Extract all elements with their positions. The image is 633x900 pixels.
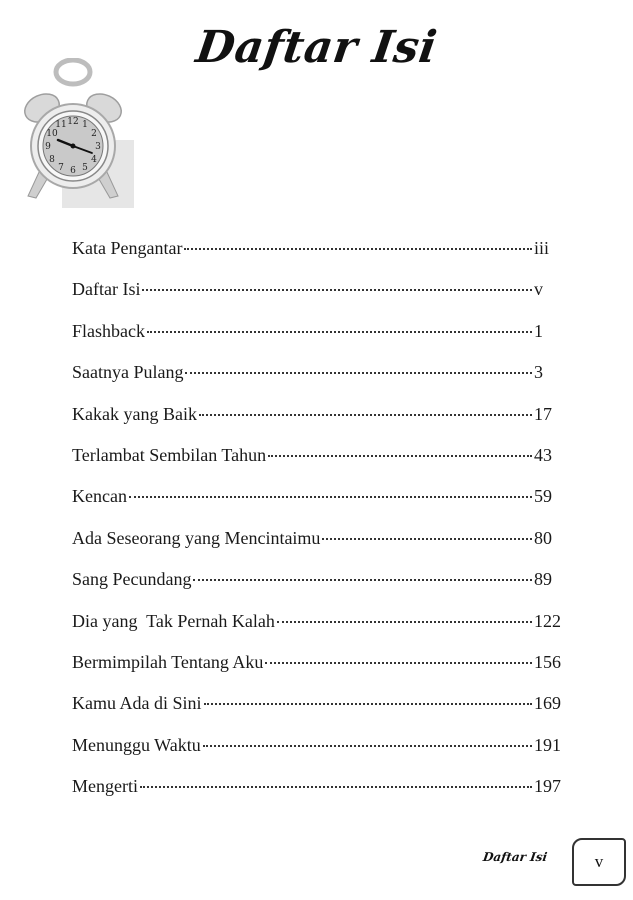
- dial-number: 4: [91, 155, 97, 165]
- dot-leader: [322, 538, 532, 540]
- toc-entry: [72, 652, 572, 693]
- dot-leader: [185, 372, 532, 374]
- dial-number: 11: [55, 120, 67, 130]
- dial-number: 6: [70, 166, 76, 176]
- toc-entry-page: 17: [534, 403, 552, 424]
- dot-leader: [277, 621, 532, 623]
- dial-number: 2: [91, 129, 97, 139]
- toc-entry-page: 3: [534, 362, 543, 383]
- toc-entry-title: Flashback: [72, 320, 145, 341]
- toc-entry-title: Bermimpilah Tentang Aku: [72, 651, 264, 672]
- dot-leader: [265, 662, 532, 664]
- toc-entry-page: 1: [534, 320, 543, 341]
- toc-entry-title: Saatnya Pulang: [72, 362, 184, 383]
- toc-entry: [72, 776, 572, 817]
- page-title: Daftar Isi: [192, 22, 441, 73]
- dot-leader: [140, 786, 532, 788]
- toc-entry-page: 89: [534, 569, 552, 590]
- toc-entry-page: 59: [534, 486, 552, 507]
- dial-number: 5: [82, 163, 88, 173]
- dial-number: 7: [58, 163, 64, 173]
- dial-number: 3: [95, 142, 101, 152]
- dot-leader: [199, 414, 532, 416]
- toc-entry-page: 80: [534, 527, 552, 548]
- toc-entry-title: Kakak yang Baik: [72, 403, 197, 424]
- dot-leader: [142, 289, 532, 291]
- toc-entry-title: Mengerti: [72, 776, 138, 797]
- toc-entry-title: Ada Seseorang yang Mencintaimu: [72, 527, 321, 548]
- toc-entry: [72, 445, 572, 486]
- toc-entry: [72, 611, 572, 652]
- dial-number: 9: [45, 142, 51, 152]
- dial-number: 8: [49, 155, 55, 165]
- dial-number: 12: [67, 117, 79, 127]
- toc-entry: [72, 362, 572, 403]
- dot-leader: [193, 579, 532, 581]
- toc-entry: [72, 238, 572, 279]
- toc-entry: [72, 279, 572, 320]
- dot-leader: [203, 745, 532, 747]
- toc-entry-title: Daftar Isi: [72, 279, 141, 300]
- dot-leader: [184, 248, 532, 250]
- toc-entry-page: 156: [534, 651, 561, 672]
- toc-entry-page: 197: [534, 776, 561, 797]
- toc-entry-title: Dia yang Tak Pernah Kalah: [72, 610, 275, 631]
- dot-leader: [147, 331, 532, 333]
- page-number: v: [572, 838, 626, 886]
- toc-entry: [72, 404, 572, 445]
- toc-entry-page: iii: [534, 238, 550, 258]
- toc-entry-title: Terlambat Sembilan Tahun: [72, 444, 267, 465]
- dot-leader: [268, 455, 532, 457]
- toc-entry-title: Menunggu Waktu: [72, 734, 201, 755]
- toc-entry: [72, 693, 572, 734]
- toc-entry-title: Sang Pecundang: [72, 569, 192, 590]
- dial-number: 1: [82, 120, 88, 130]
- toc-entry: [72, 528, 572, 569]
- alarm-clock-icon: [18, 58, 140, 213]
- dot-leader: [204, 703, 533, 705]
- dot-leader: [129, 496, 532, 498]
- toc-entry-page: v: [534, 279, 543, 300]
- table-of-contents: [72, 238, 572, 817]
- toc-entry: [72, 569, 572, 610]
- toc-entry-page: 191: [534, 734, 561, 755]
- toc-entry: [72, 735, 572, 776]
- toc-entry: [72, 486, 572, 527]
- footer-section-label: Daftar Isi: [482, 850, 549, 864]
- toc-entry-title: Kamu Ada di Sini: [72, 693, 202, 714]
- dial-number: 10: [46, 129, 58, 139]
- toc-entry-page: 169: [534, 693, 561, 714]
- toc-entry: [72, 321, 572, 362]
- toc-entry-page: 122: [534, 610, 561, 631]
- toc-entry-title: Kata Pengantar: [72, 238, 183, 258]
- toc-entry-title: Kencan: [72, 486, 127, 507]
- toc-entry-page: 43: [534, 444, 552, 465]
